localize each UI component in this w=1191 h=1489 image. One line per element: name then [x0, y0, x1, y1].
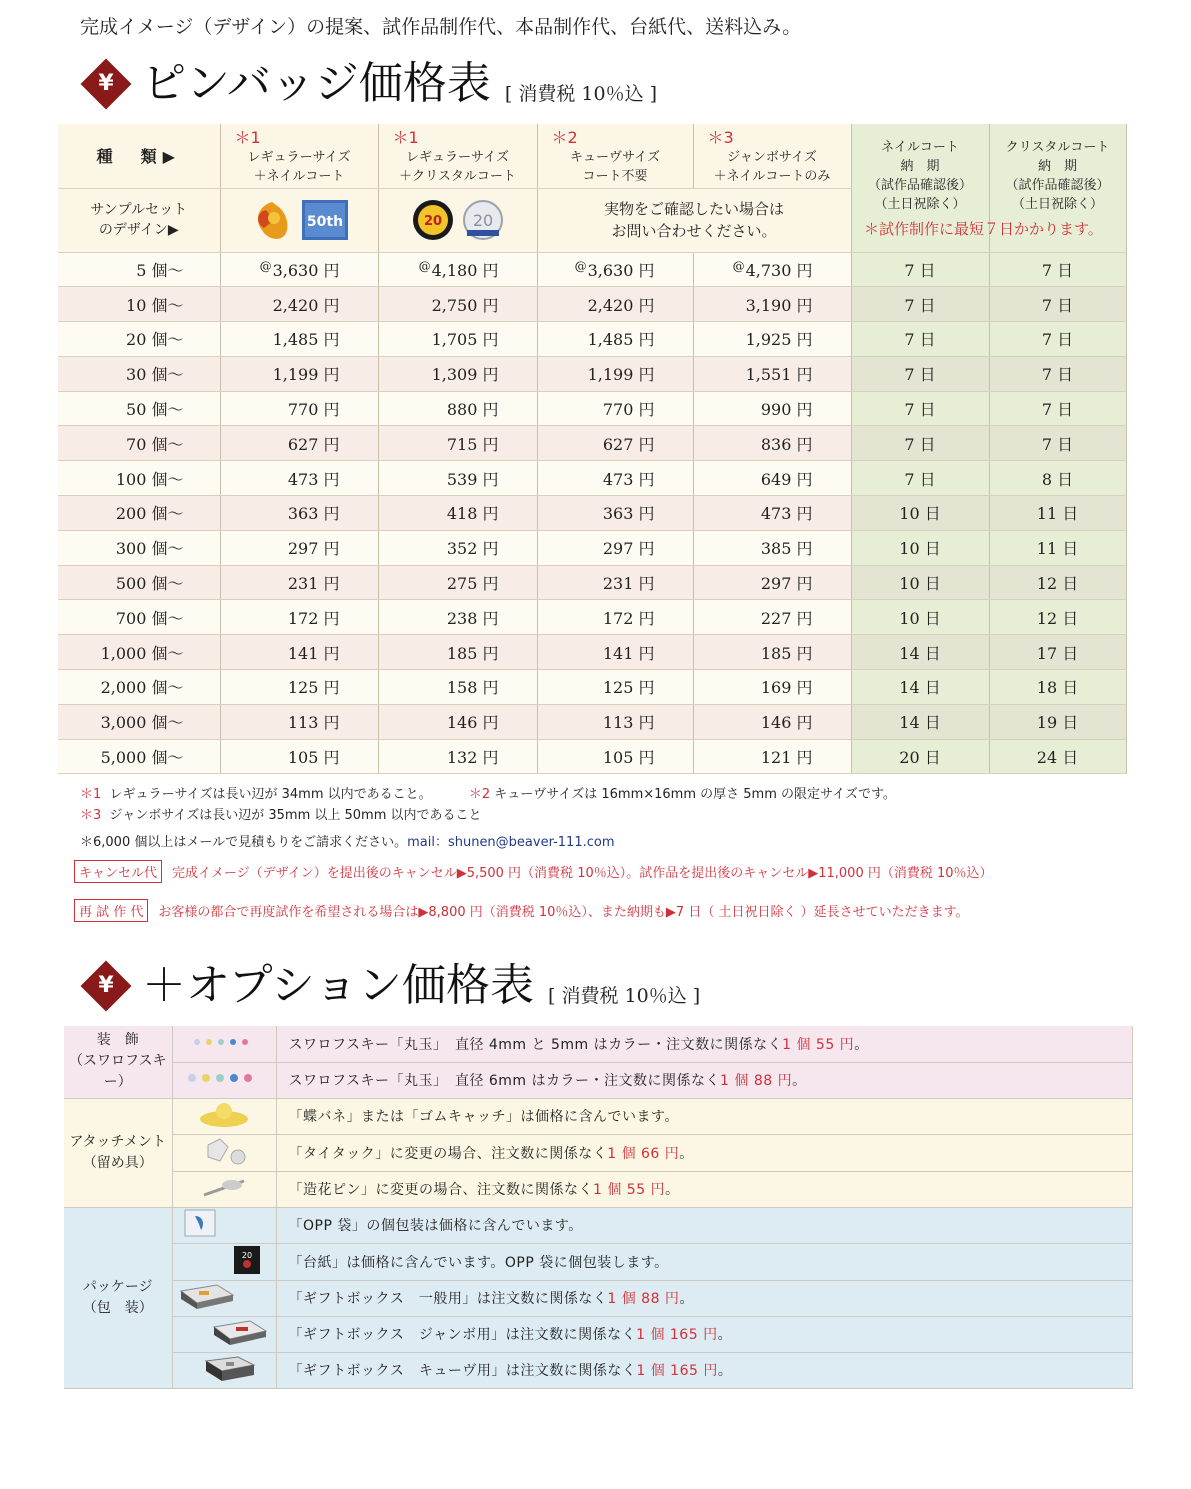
price-jumbo: 385 円: [693, 530, 851, 565]
price-jumbo: 146 円: [693, 704, 851, 739]
price-jumbo: 227 円: [693, 600, 851, 635]
swarovski-large-thumb: [172, 1062, 276, 1098]
option-gift-box-general: 「ギフトボックス 一般用」は注文数に関係なく1 個 88 円。: [276, 1280, 1132, 1316]
col-header-cube: ＊2 キューヴサイズ コート不要: [537, 124, 693, 188]
opp-bag-icon: [183, 1208, 217, 1238]
price-jumbo: 185 円: [693, 635, 851, 670]
price-regular-crystal: 185 円: [378, 635, 537, 670]
cancel-tag: キャンセル代: [74, 860, 162, 883]
table-row: [58, 704, 1126, 739]
crystal-dots-icon: [189, 1035, 259, 1049]
price-regular-crystal: 2,750 円: [378, 287, 537, 322]
qty-cell: 5,000 個〜: [58, 739, 220, 774]
butterfly-clutch-thumb: [172, 1098, 276, 1134]
sample-regular-nail: [220, 188, 378, 252]
price-regular-nail: 113 円: [220, 704, 378, 739]
price-regular-crystal: 715 円: [378, 426, 537, 461]
price-cube: 297 円: [537, 530, 693, 565]
table-row: [58, 391, 1126, 426]
retry-fee-line: [74, 899, 969, 922]
table-row: [58, 461, 1126, 496]
option-swarovski-4-5mm: スワロフスキー「丸玉」 直径 4mm と 5mm はカラー・注文数に関係なく1 個 55 円。: [276, 1026, 1132, 1062]
price-regular-nail: 297 円: [220, 530, 378, 565]
days-crystal: 7 日: [989, 356, 1126, 391]
price-cube: 125 円: [537, 670, 693, 705]
price-jumbo: 1,925 円: [693, 322, 851, 357]
price-regular-crystal: 539 円: [378, 461, 537, 496]
brooch-pin-icon: [194, 1173, 254, 1201]
trial-notice: ＊試作制作に最短７日かかります。: [864, 220, 1103, 238]
price-regular-crystal: 132 円: [378, 739, 537, 774]
gift-box-icon: [202, 1353, 258, 1383]
qty-cell: 1,000 個〜: [58, 635, 220, 670]
price-regular-crystal: 352 円: [378, 530, 537, 565]
col-header-regular-nail: ＊1 レギュラーサイズ ＋ネイルコート: [220, 124, 378, 188]
days-crystal: 12 日: [989, 600, 1126, 635]
days-nail: 20 日: [851, 739, 989, 774]
option-clutch: 「蝶バネ」または「ゴムキャッチ」は価格に含んでいます。: [276, 1098, 1132, 1134]
table-row: [58, 635, 1126, 670]
yen-diamond-icon: ¥: [80, 960, 132, 1012]
notes-block: ＊1 レギュラーサイズは長い辺が 34mm 以内であること。 ＊2 キューヴサイズは 16mm×16mm の厚さ 5mm の限定サイズです。 ＊3 ジャンボサイズは長い辺が 35mm 以上 50mm 以内であること ＊6,000 個以上はメールで見積もりをご請求ください。mail：shunen@beaver-111.com: [80, 787, 896, 850]
price-cube: 141 円: [537, 635, 693, 670]
retry-tag: 再 試 作 代: [74, 899, 148, 922]
price-jumbo: 1,551 円: [693, 356, 851, 391]
days-crystal: 7 日: [989, 252, 1126, 287]
gift-box-cube-thumb: [172, 1352, 276, 1388]
days-crystal: 12 日: [989, 565, 1126, 600]
qty-cell: 20 個〜: [58, 322, 220, 357]
days-crystal: 17 日: [989, 635, 1126, 670]
days-nail: 14 日: [851, 704, 989, 739]
butterfly-clutch-icon: [194, 1099, 254, 1129]
table-row: [58, 322, 1126, 357]
price-cube: @3,630 円: [537, 252, 693, 287]
option-opp-bag: 「OPP 袋」の個包装は価格に含んでいます。: [276, 1207, 1132, 1243]
qty-cell: 500 個〜: [58, 565, 220, 600]
table-row: [58, 252, 1126, 287]
sample-ask-cell: 実物をご確認したい場合は お問い合わせください。: [537, 188, 851, 252]
opp-bag-thumb: [172, 1207, 276, 1243]
price-jumbo: 649 円: [693, 461, 851, 496]
col-header-crystal-days: クリスタルコート 納 期 （試作品確認後） （土日祝除く）: [989, 124, 1126, 252]
price-cube: 1,485 円: [537, 322, 693, 357]
col-header-jumbo: ＊3 ジャンボサイズ ＋ネイルコートのみ: [693, 124, 851, 188]
price-jumbo: 121 円: [693, 739, 851, 774]
phoenix-badge-icon: [244, 194, 354, 246]
note-3: ジャンボサイズは長い辺が 35mm 以上 50mm 以内であること: [109, 808, 482, 823]
price-regular-nail: 2,420 円: [220, 287, 378, 322]
price-regular-crystal: 238 円: [378, 600, 537, 635]
svg-text:20: 20: [423, 214, 442, 229]
days-nail: 10 日: [851, 530, 989, 565]
svg-text:20: 20: [241, 1250, 252, 1260]
days-nail: 7 日: [851, 426, 989, 461]
days-crystal: 19 日: [989, 704, 1126, 739]
table-row: [58, 530, 1126, 565]
pin-price-tax: [ 消費税 10％込 ]: [504, 83, 658, 105]
table-row: [58, 287, 1126, 322]
price-regular-crystal: 158 円: [378, 670, 537, 705]
mail-link[interactable]: mail：shunen@beaver-111.com: [407, 835, 615, 850]
qty-cell: 10 個〜: [58, 287, 220, 322]
section-title-pins: [80, 58, 657, 110]
price-jumbo: 990 円: [693, 391, 851, 426]
gift-box-icon: [177, 1281, 237, 1311]
note-1: レギュラーサイズは長い辺が 34mm 以内であること。: [109, 787, 432, 802]
gift-box-icon: [210, 1317, 270, 1347]
price-regular-nail: 105 円: [220, 739, 378, 774]
price-cube: 105 円: [537, 739, 693, 774]
table-row: [58, 670, 1126, 705]
price-regular-crystal: 418 円: [378, 496, 537, 531]
gift-box-general-thumb: [172, 1280, 276, 1316]
qty-cell: 50 個〜: [58, 391, 220, 426]
days-nail: 10 日: [851, 600, 989, 635]
qty-cell: 5 個〜: [58, 252, 220, 287]
price-jumbo: 297 円: [693, 565, 851, 600]
group-package: パッケージ （包 装）: [64, 1207, 172, 1388]
price-jumbo: 836 円: [693, 426, 851, 461]
table-row: [58, 600, 1126, 635]
price-jumbo: 3,190 円: [693, 287, 851, 322]
svg-text:50th: 50th: [306, 214, 344, 230]
price-cube: 172 円: [537, 600, 693, 635]
price-regular-nail: 473 円: [220, 461, 378, 496]
price-cube: 2,420 円: [537, 287, 693, 322]
days-crystal: 7 日: [989, 322, 1126, 357]
price-regular-crystal: 275 円: [378, 565, 537, 600]
price-regular-nail: 1,485 円: [220, 322, 378, 357]
days-nail: 7 日: [851, 287, 989, 322]
price-regular-crystal: 1,309 円: [378, 356, 537, 391]
brooch-pin-thumb: [172, 1171, 276, 1207]
days-nail: 7 日: [851, 391, 989, 426]
price-jumbo: 473 円: [693, 496, 851, 531]
qty-cell: 200 個〜: [58, 496, 220, 531]
price-regular-nail: 627 円: [220, 426, 378, 461]
crystal-dots-icon: [184, 1070, 264, 1086]
note-4: ＊6,000 個以上はメールで見積もりをご請求ください。: [80, 835, 408, 850]
qty-cell: 100 個〜: [58, 461, 220, 496]
price-jumbo: 169 円: [693, 670, 851, 705]
days-nail: 7 日: [851, 252, 989, 287]
gift-box-jumbo-thumb: [172, 1316, 276, 1352]
anniversary-badge-icon: [403, 194, 513, 246]
option-price-title: ＋オプション価格表: [142, 960, 535, 1011]
col-header-nail-days: ネイルコート 納 期 （試作品確認後） （土日祝除く）: [851, 124, 989, 252]
option-mount-card: 「台紙」は価格に含んでいます。OPP 袋に個包装します。: [276, 1243, 1132, 1280]
days-nail: 7 日: [851, 461, 989, 496]
group-decoration: 装 飾 （スワロフスキー）: [64, 1026, 172, 1098]
days-nail: 7 日: [851, 356, 989, 391]
table-row: [58, 356, 1126, 391]
tie-tack-icon: [194, 1135, 254, 1167]
cancel-text: 完成イメージ（デザイン）を提出後のキャンセル▶5,500 円（消費税 10％込）。試作品を提出後のキャンセル▶11,000 円（消費税 10％込）: [172, 866, 993, 881]
days-crystal: 11 日: [989, 496, 1126, 531]
price-cube: 1,199 円: [537, 356, 693, 391]
section-title-options: [80, 960, 700, 1012]
price-cube: 231 円: [537, 565, 693, 600]
days-crystal: 7 日: [989, 287, 1126, 322]
option-tie-tack: 「タイタック」に変更の場合、注文数に関係なく1 個 66 円。: [276, 1134, 1132, 1171]
price-regular-nail: 231 円: [220, 565, 378, 600]
days-nail: 10 日: [851, 565, 989, 600]
price-regular-nail: 141 円: [220, 635, 378, 670]
price-cube: 627 円: [537, 426, 693, 461]
tie-tack-thumb: [172, 1134, 276, 1171]
qty-cell: 700 個〜: [58, 600, 220, 635]
qty-cell: 70 個〜: [58, 426, 220, 461]
price-regular-crystal: @4,180 円: [378, 252, 537, 287]
sample-regular-crystal: [378, 188, 537, 252]
cancel-fee-line: [74, 860, 993, 883]
qty-cell: 3,000 個〜: [58, 704, 220, 739]
mount-card-icon: [232, 1244, 262, 1276]
days-crystal: 18 日: [989, 670, 1126, 705]
pin-price-title: ピンバッジ価格表: [142, 58, 491, 109]
mount-card-thumb: [172, 1243, 276, 1280]
group-attachment: アタッチメント （留め具）: [64, 1098, 172, 1207]
price-cube: 113 円: [537, 704, 693, 739]
days-crystal: 11 日: [989, 530, 1126, 565]
price-regular-nail: 172 円: [220, 600, 378, 635]
svg-text:20: 20: [472, 211, 493, 230]
option-brooch-pin: 「造花ピン」に変更の場合、注文数に関係なく1 個 55 円。: [276, 1171, 1132, 1207]
days-nail: 10 日: [851, 496, 989, 531]
option-price-tax: [ 消費税 10％込 ]: [548, 985, 701, 1007]
price-regular-nail: @3,630 円: [220, 252, 378, 287]
price-regular-crystal: 880 円: [378, 391, 537, 426]
table-row: [58, 739, 1126, 774]
days-nail: 14 日: [851, 635, 989, 670]
days-crystal: 7 日: [989, 391, 1126, 426]
table-row: [58, 565, 1126, 600]
price-regular-crystal: 1,705 円: [378, 322, 537, 357]
days-crystal: 7 日: [989, 426, 1126, 461]
days-nail: 7 日: [851, 322, 989, 357]
days-nail: 14 日: [851, 670, 989, 705]
yen-diamond-icon: ¥: [80, 58, 132, 110]
days-crystal: 24 日: [989, 739, 1126, 774]
qty-cell: 2,000 個〜: [58, 670, 220, 705]
option-price-table: [64, 1026, 1133, 1389]
price-regular-nail: 363 円: [220, 496, 378, 531]
kind-header: 種 類▶: [58, 124, 220, 188]
price-cube: 770 円: [537, 391, 693, 426]
intro-text: 完成イメージ（デザイン）の提案、試作品制作代、本品制作代、台紙代、送料込み。: [80, 16, 802, 38]
option-gift-box-jumbo: 「ギフトボックス ジャンボ用」は注文数に関係なく1 個 165 円。: [276, 1316, 1132, 1352]
price-regular-nail: 770 円: [220, 391, 378, 426]
retry-text: お客様の都合で再度試作を希望される場合は▶8,800 円（消費税 10％込）、また納期も▶7 日（ 土日祝日除く ）延長させていただきます。: [158, 905, 969, 920]
price-cube: 473 円: [537, 461, 693, 496]
price-regular-crystal: 146 円: [378, 704, 537, 739]
option-swarovski-6mm: スワロフスキー「丸玉」 直径 6mm はカラー・注文数に関係なく1 個 88 円。: [276, 1062, 1132, 1098]
price-regular-nail: 125 円: [220, 670, 378, 705]
option-gift-box-cube: 「ギフトボックス キューヴ用」は注文数に関係なく1 個 165 円。: [276, 1352, 1132, 1388]
note-2: キューヴサイズは 16mm×16mm の厚さ 5mm の限定サイズです。: [494, 787, 896, 802]
col-header-regular-crystal: ＊1 レギュラーサイズ ＋クリスタルコート: [378, 124, 537, 188]
swarovski-small-thumb: [172, 1026, 276, 1062]
price-regular-nail: 1,199 円: [220, 356, 378, 391]
sample-header: サンプルセット のデザイン▶: [58, 188, 220, 252]
price-cube: 363 円: [537, 496, 693, 531]
table-row: [58, 496, 1126, 531]
qty-cell: 30 個〜: [58, 356, 220, 391]
days-crystal: 8 日: [989, 461, 1126, 496]
price-jumbo: @4,730 円: [693, 252, 851, 287]
table-row: [58, 426, 1126, 461]
qty-cell: 300 個〜: [58, 530, 220, 565]
